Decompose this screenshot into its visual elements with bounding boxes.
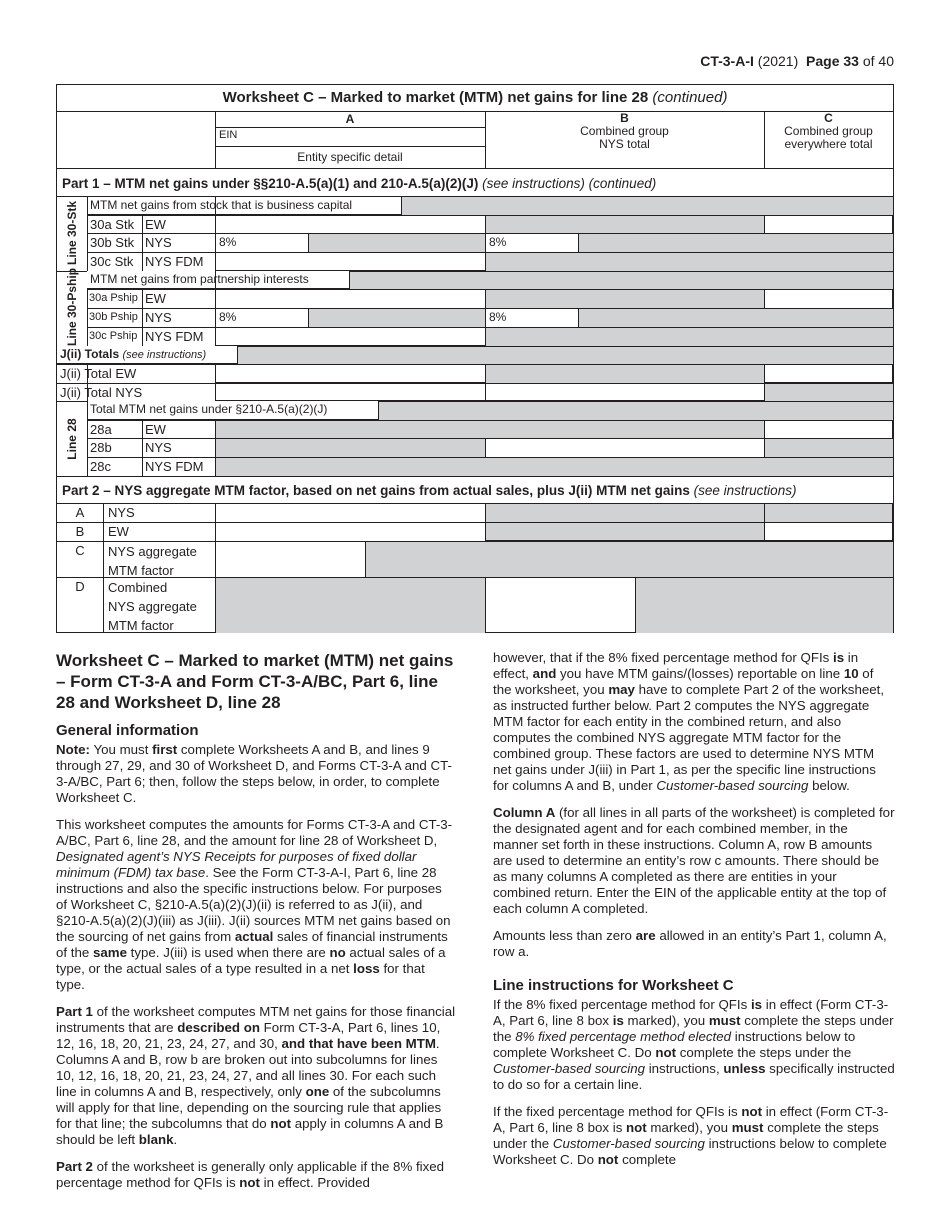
part2-row-c-label: NYS aggregate MTM factor	[108, 544, 197, 578]
row-30a-stk: 30a Stk	[90, 217, 135, 232]
part2-continued-paragraph: however, that if the 8% fixed percentage method for QFIs is in effect, and you have MTM gains/(losses) reportable on line 10 of the worksheet, you may have to complete Part 2 of the worksheet, as instructed further below. Part 2 computes the NYS aggregate MTM factor for each entity in the combined return, and also computes the combined NYS aggregate MTM factor for the combined group. These factors are used to determine NYS MTM net gains under J(iii) in Part 1, as per the specific line instructions for columns A and B, under Customer-based sourcing below.	[493, 650, 885, 793]
input-part2-b-c[interactable]	[764, 522, 893, 541]
input-30b-pship-b[interactable]: 8%	[485, 308, 579, 328]
line-30-pship-side-label: Line 30-Pship	[65, 267, 79, 346]
input-30c-pship-a[interactable]	[215, 327, 486, 346]
row-30c-pship: 30c Pship	[89, 330, 138, 342]
column-a-paragraph: Column A (for all lines in all parts of the worksheet) is completed for the designated agent and for each combined member, in the manner set forth in these instructions. Column A, row B amounts are used to determine an entity’s row c amounts. There should be as many columns A completed as there are entities in your combined return. Enter the EIN of the applicable entity at the top of each column A completed.	[493, 805, 895, 916]
form-number: CT-3-A-I	[700, 53, 754, 69]
entity-specific-detail: Entity specific detail	[297, 150, 403, 164]
row-28c: 28c	[90, 459, 111, 474]
row-30b-stk: 30b Stk	[90, 235, 135, 250]
worksheet-c-table: Worksheet C – Marked to market (MTM) net gains for line 28 (continued) A EIN Entity specific detail B Combined group NYS total C Combined group everywhere total Part 1 – MTM net gains under §§210-A.5(a)(1) and 210-A.5(a)(2)(J) (see instructions) (continued) MTM net gains from stock that is business capital Line 30-Stk 30a Stk 30b Stk 30c Stk EW NYS NYS FDM 8% 8% MTM net gains from partnership interests Line 30-Pship 30a Pship 30b Pship 30c Pship EW NYS NYS FDM 8% 8% J(ii) Totals (see instructions) J(ii) Total EW J(ii) Total NYS Total MTM net gains under §210-A.5(a)(2)(J) Line 28 28a 28b 28c EW NYS NYS FDM Part 2 – NYS aggregate MTM factor, based on net gains from actual sales, plus J(ii) MTM net gains (see instructions) A NYS B EW C NYS aggregate MTM factor D Combined NYS aggregate MTM factor	[56, 84, 894, 633]
ein-label: EIN	[219, 129, 238, 141]
amounts-paragraph: Amounts less than zero are allowed in an entity’s Part 1, column A, row a.	[493, 928, 887, 959]
jii-total-nys-label: J(ii) Total NYS	[60, 385, 143, 400]
instructions-left-column	[56, 650, 456, 1202]
part2-row-d-label: Combined NYS aggregate MTM factor	[108, 580, 197, 633]
page-total: of 40	[862, 53, 894, 69]
input-28a-c[interactable]	[764, 420, 893, 439]
row-28a: 28a	[90, 422, 112, 437]
form-year: (2021)	[757, 53, 799, 69]
row-30a-pship: 30a Pship	[89, 292, 138, 304]
input-jii-total-nys-b[interactable]	[485, 383, 765, 401]
part1-paragraph: Part 1 of the worksheet computes MTM net gains for those financial instruments that are described on Form CT-3-A, Part 6, lines 10, 12, 16, 18, 20, 21, 23, 24, 27, and 30, and that have been MTM. Columns A and B, row b are broken out into subcolumns for lines 10, 12, 16, 18, 20, 21, 23, 24, 27, and all lines 30. For each such line in columns A and B, respectively, only one of the subcolumns will apply for that line, depending on the sourcing rule that applies for that line; the subcolumns that do not apply in columns A and B should be left blank.	[56, 1004, 456, 1147]
row-28b: 28b	[90, 440, 112, 455]
page-number: Page 33	[806, 53, 859, 69]
part2-row-c: C	[75, 543, 85, 558]
input-30b-pship-a[interactable]: 8%	[215, 308, 309, 328]
instructions-right-column	[493, 650, 895, 1179]
fixed-method-in-effect-paragraph: If the 8% fixed percentage method for QFIs is in effect (Form CT-3-A, Part 6, line 8 box is marked), you must complete the steps under the 8% fixed percentage method elected instructions below to complete Worksheet C. Do not complete the steps under the Customer-based sourcing instructions, unless specifically instructed to do so for a certain line.	[493, 997, 895, 1092]
page-header	[700, 53, 894, 69]
note-paragraph: Note: You must first complete Worksheets A and B, and lines 9 through 27, 29, and 30 of Worksheet D, and Forms CT-3-A and CT-3-A/BC, Part 6; then, follow the steps below, in order, to complete Worksheet C.	[56, 742, 452, 805]
line-28-side-label: Line 28	[65, 418, 79, 460]
jii-total-ew-label: J(ii) Total EW	[60, 366, 137, 381]
line-30-stk-side-label: Line 30-Stk	[65, 200, 79, 266]
row-30b-pship: 30b Pship	[89, 311, 138, 323]
input-30c-stk-a[interactable]	[215, 252, 486, 271]
part2-title: Part 2 – NYS aggregate MTM factor, based on net gains from actual sales, plus J(ii) MTM net gains (see instructions)	[62, 483, 797, 498]
part2-row-b: B	[75, 524, 85, 539]
input-30a-pship-a[interactable]	[215, 289, 486, 309]
input-28b-b[interactable]	[485, 438, 765, 458]
column-a-letter: A	[345, 112, 355, 126]
general-information-heading: General information	[56, 722, 199, 739]
row-30c-stk: 30c Stk	[90, 254, 134, 269]
part2-row-d: D	[75, 579, 85, 594]
column-c-header: C Combined group everywhere total	[784, 111, 873, 151]
worksheet-title: Worksheet C – Marked to market (MTM) net gains for line 28 (continued)	[222, 89, 728, 106]
input-30a-stk-c[interactable]	[764, 215, 893, 234]
input-30a-stk-a[interactable]	[215, 215, 486, 234]
fixed-method-not-in-effect-paragraph: If the fixed percentage method for QFIs is not in effect (Form CT-3-A, Part 6, line 8 box is not marked), you must complete the steps under the Customer-based sourcing instructions below to complete Worksheet C. Do not complete	[493, 1104, 889, 1167]
line28-header: Total MTM net gains under §210-A.5(a)(2)(J)	[87, 401, 379, 420]
jii-totals-label: J(ii) Totals (see instructions)	[57, 346, 238, 364]
worksheet-c-heading: Worksheet C – Marked to market (MTM) net gains – Form CT-3-A and Form CT-3-A/BC, Part 6, line 28 and Worksheet D, line 28	[56, 651, 454, 712]
part2-row-a: A	[75, 505, 85, 520]
input-jii-total-ew-a[interactable]	[215, 364, 486, 383]
part1-title: Part 1 – MTM net gains under §§210-A.5(a)(1) and 210-A.5(a)(2)(J) (see instructions) (continued)	[62, 176, 657, 191]
line-instructions-heading: Line instructions for Worksheet C	[493, 977, 734, 994]
part2-paragraph: Part 2 of the worksheet is generally only applicable if the 8% fixed percentage method for QFIs is not in effect. Provided	[56, 1159, 445, 1190]
overview-paragraph: This worksheet computes the amounts for Forms CT-3-A and CT-3-A/BC, Part 6, line 28, and the amount for line 28 of Worksheet D, Designated agent’s NYS Receipts for purposes of fixed dollar minimum (FDM) tax base. See the Form CT-3-A-I, Part 6, line 28 instructions and also the specific instructions below. For purposes of Worksheet C, §210-A.5(a)(2)(J)(ii) is referred to as J(ii), and §210-A.5(a)(2)(J)(iii) as J(iii). J(ii) sources MTM net gains based on the sourcing of net gains from actual sales of financial instruments of the same type. J(iii) is used when there are no actual sales of a type, or the actual sales of a type resulted in a net loss for that type.	[56, 817, 453, 992]
input-jii-total-ew-c[interactable]	[764, 364, 893, 383]
input-30b-stk-a[interactable]: 8%	[215, 233, 309, 253]
input-30b-stk-b[interactable]: 8%	[485, 233, 579, 253]
column-b-header: B Combined group NYS total	[580, 111, 669, 151]
input-30a-pship-c[interactable]	[764, 289, 893, 309]
pship-header: MTM net gains from partnership interests	[87, 271, 350, 289]
stk-header: MTM net gains from stock that is business capital	[87, 197, 402, 215]
